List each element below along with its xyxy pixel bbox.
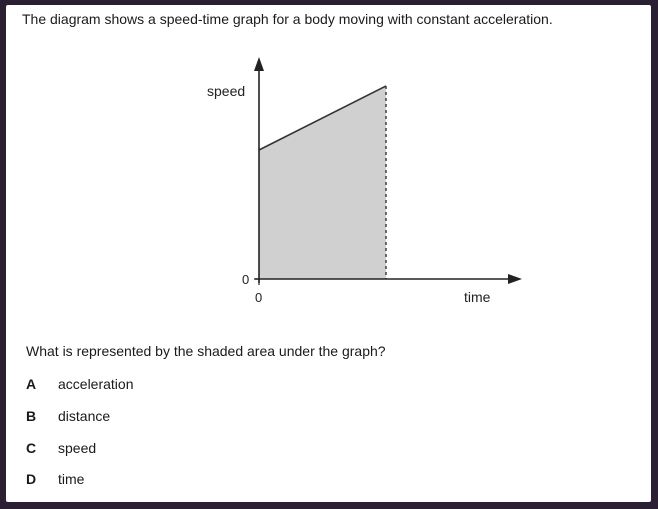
x-axis-arrow [508,274,522,284]
question-card [6,5,651,502]
question-prompt: What is represented by the shaded area under the graph? [26,343,386,359]
option-letter: A [26,376,37,392]
shaded-area [259,86,386,279]
question-stem: The diagram shows a speed-time graph for a body moving with constant acceleration. [22,11,553,27]
option-text: acceleration [58,376,134,392]
x-axis-label: time [464,289,491,305]
option-a[interactable] [26,376,134,392]
option-text: distance [58,408,111,424]
option-letter: C [26,440,37,456]
option-b[interactable] [26,408,110,424]
x-origin-label: 0 [255,290,263,305]
y-origin-label: 0 [242,272,250,287]
y-axis-label: speed [207,83,246,99]
speed-time-graph [6,5,651,335]
option-d[interactable] [26,471,84,487]
y-axis-arrow [254,57,264,71]
option-text: time [58,471,85,487]
option-text: speed [58,440,97,456]
option-letter: D [26,471,37,487]
option-letter: B [26,408,37,424]
option-c[interactable] [26,440,96,456]
